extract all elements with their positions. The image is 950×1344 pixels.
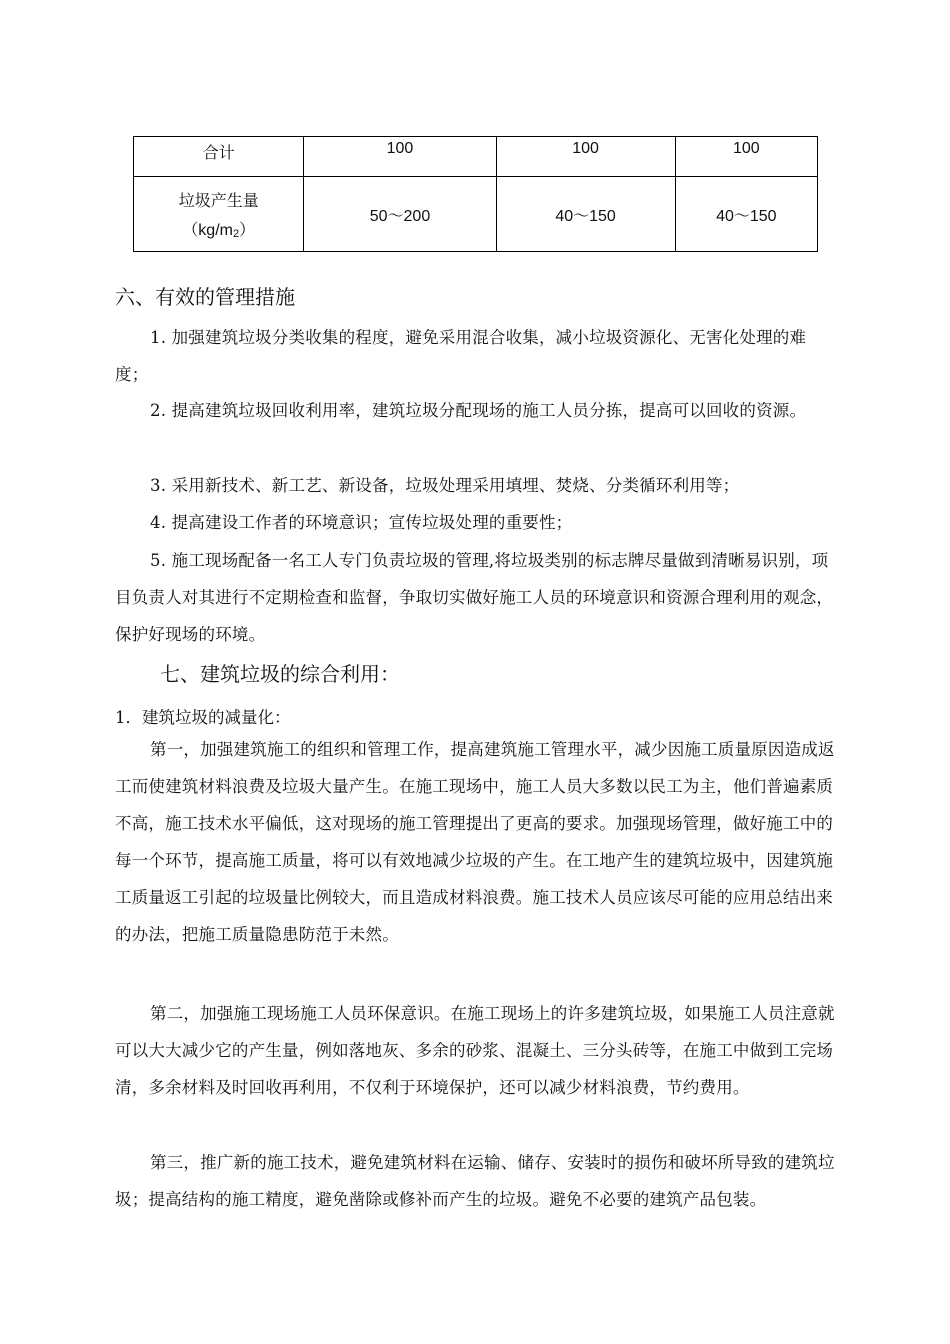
paragraph: 第一，加强建筑施工的组织和管理工作，提高建筑施工管理水平，减少因施工质量原因造成返工而使建筑材料浪费及垃圾大量产生。在施工现场中，施工人员大多数以民工为主，他们普遍素质不高，施工技术水平偏低，这对现场的施工管理提出了更高的要求。加强现场管理，做好施工中的每一个环节，提高施工质量，将可以有效地减少垃圾的产生。在工地产生的建筑垃圾中，因建筑施工质量返工引起的垃圾量比例较大，而且造成材料浪费。施工技术人员应该尽可能的应用总结出来的办法，把施工质量隐患防范于未然。 bbox=[115, 740, 835, 944]
waste-composition-table bbox=[133, 136, 818, 252]
table-cell: 40～150 bbox=[496, 177, 675, 252]
section7-subtitle: 1．建筑垃圾的减量化： bbox=[115, 708, 291, 727]
list-item: 1. 加强建筑垃圾分类收集的程度，避免采用混合收集，减小垃圾资源化、无害化处理的难度； bbox=[115, 328, 807, 384]
table-row-total bbox=[134, 137, 818, 177]
paragraph: 第三，推广新的施工技术，避免建筑材料在运输、储存、安装时的损伤和破坏所导致的建筑垃圾；提高结构的施工精度，避免凿除或修补而产生的垃圾。避免不必要的建筑产品包装。 bbox=[115, 1153, 835, 1209]
paragraph: 第二，加强施工现场施工人员环保意识。在施工现场上的许多建筑垃圾，如果施工人员注意就可以大大减少它的产生量，例如落地灰、多余的砂浆、混凝土、三分头砖等，在施工中做到工完场清，多余材料及时回收再利用，不仅利于环境保护，还可以减少材料浪费，节约费用。 bbox=[115, 1004, 835, 1097]
table-cell: 100 bbox=[496, 137, 675, 177]
row-label-total: 合计 bbox=[134, 137, 304, 177]
list-item: 3. 采用新技术、新工艺、新设备，垃圾处理采用填埋、焚烧、分类循环利用等； bbox=[150, 476, 740, 495]
table-cell: 50～200 bbox=[304, 177, 496, 252]
table-cell: 40～150 bbox=[675, 177, 817, 252]
table-cell: 100 bbox=[304, 137, 496, 177]
row-label-waste-amount bbox=[134, 177, 304, 252]
section6-heading: 六、有效的管理措施 bbox=[115, 285, 295, 309]
table-cell: 100 bbox=[675, 137, 817, 177]
row-label-line1: 垃圾产生量 bbox=[178, 193, 259, 210]
list-item: 4. 提高建设工作者的环境意识；宣传垃圾处理的重要性； bbox=[150, 513, 573, 532]
list-item: 2. 提高建筑垃圾回收利用率，建筑垃圾分配现场的施工人员分拣，提高可以回收的资源。 bbox=[150, 401, 807, 420]
row-label-unit: （kg/m2） bbox=[182, 222, 256, 240]
list-item: 5. 施工现场配备一名工人专门负责垃圾的管理,将垃圾类别的标志牌尽量做到清晰易识别，项目负责人对其进行不定期检查和监督，争取切实做好施工人员的环境意识和资源合理利用的观念，保护好现场的环境。 bbox=[115, 551, 834, 644]
section7-heading: 七、建筑垃圾的综合利用： bbox=[160, 662, 400, 686]
table-row-waste-amount bbox=[134, 177, 818, 252]
